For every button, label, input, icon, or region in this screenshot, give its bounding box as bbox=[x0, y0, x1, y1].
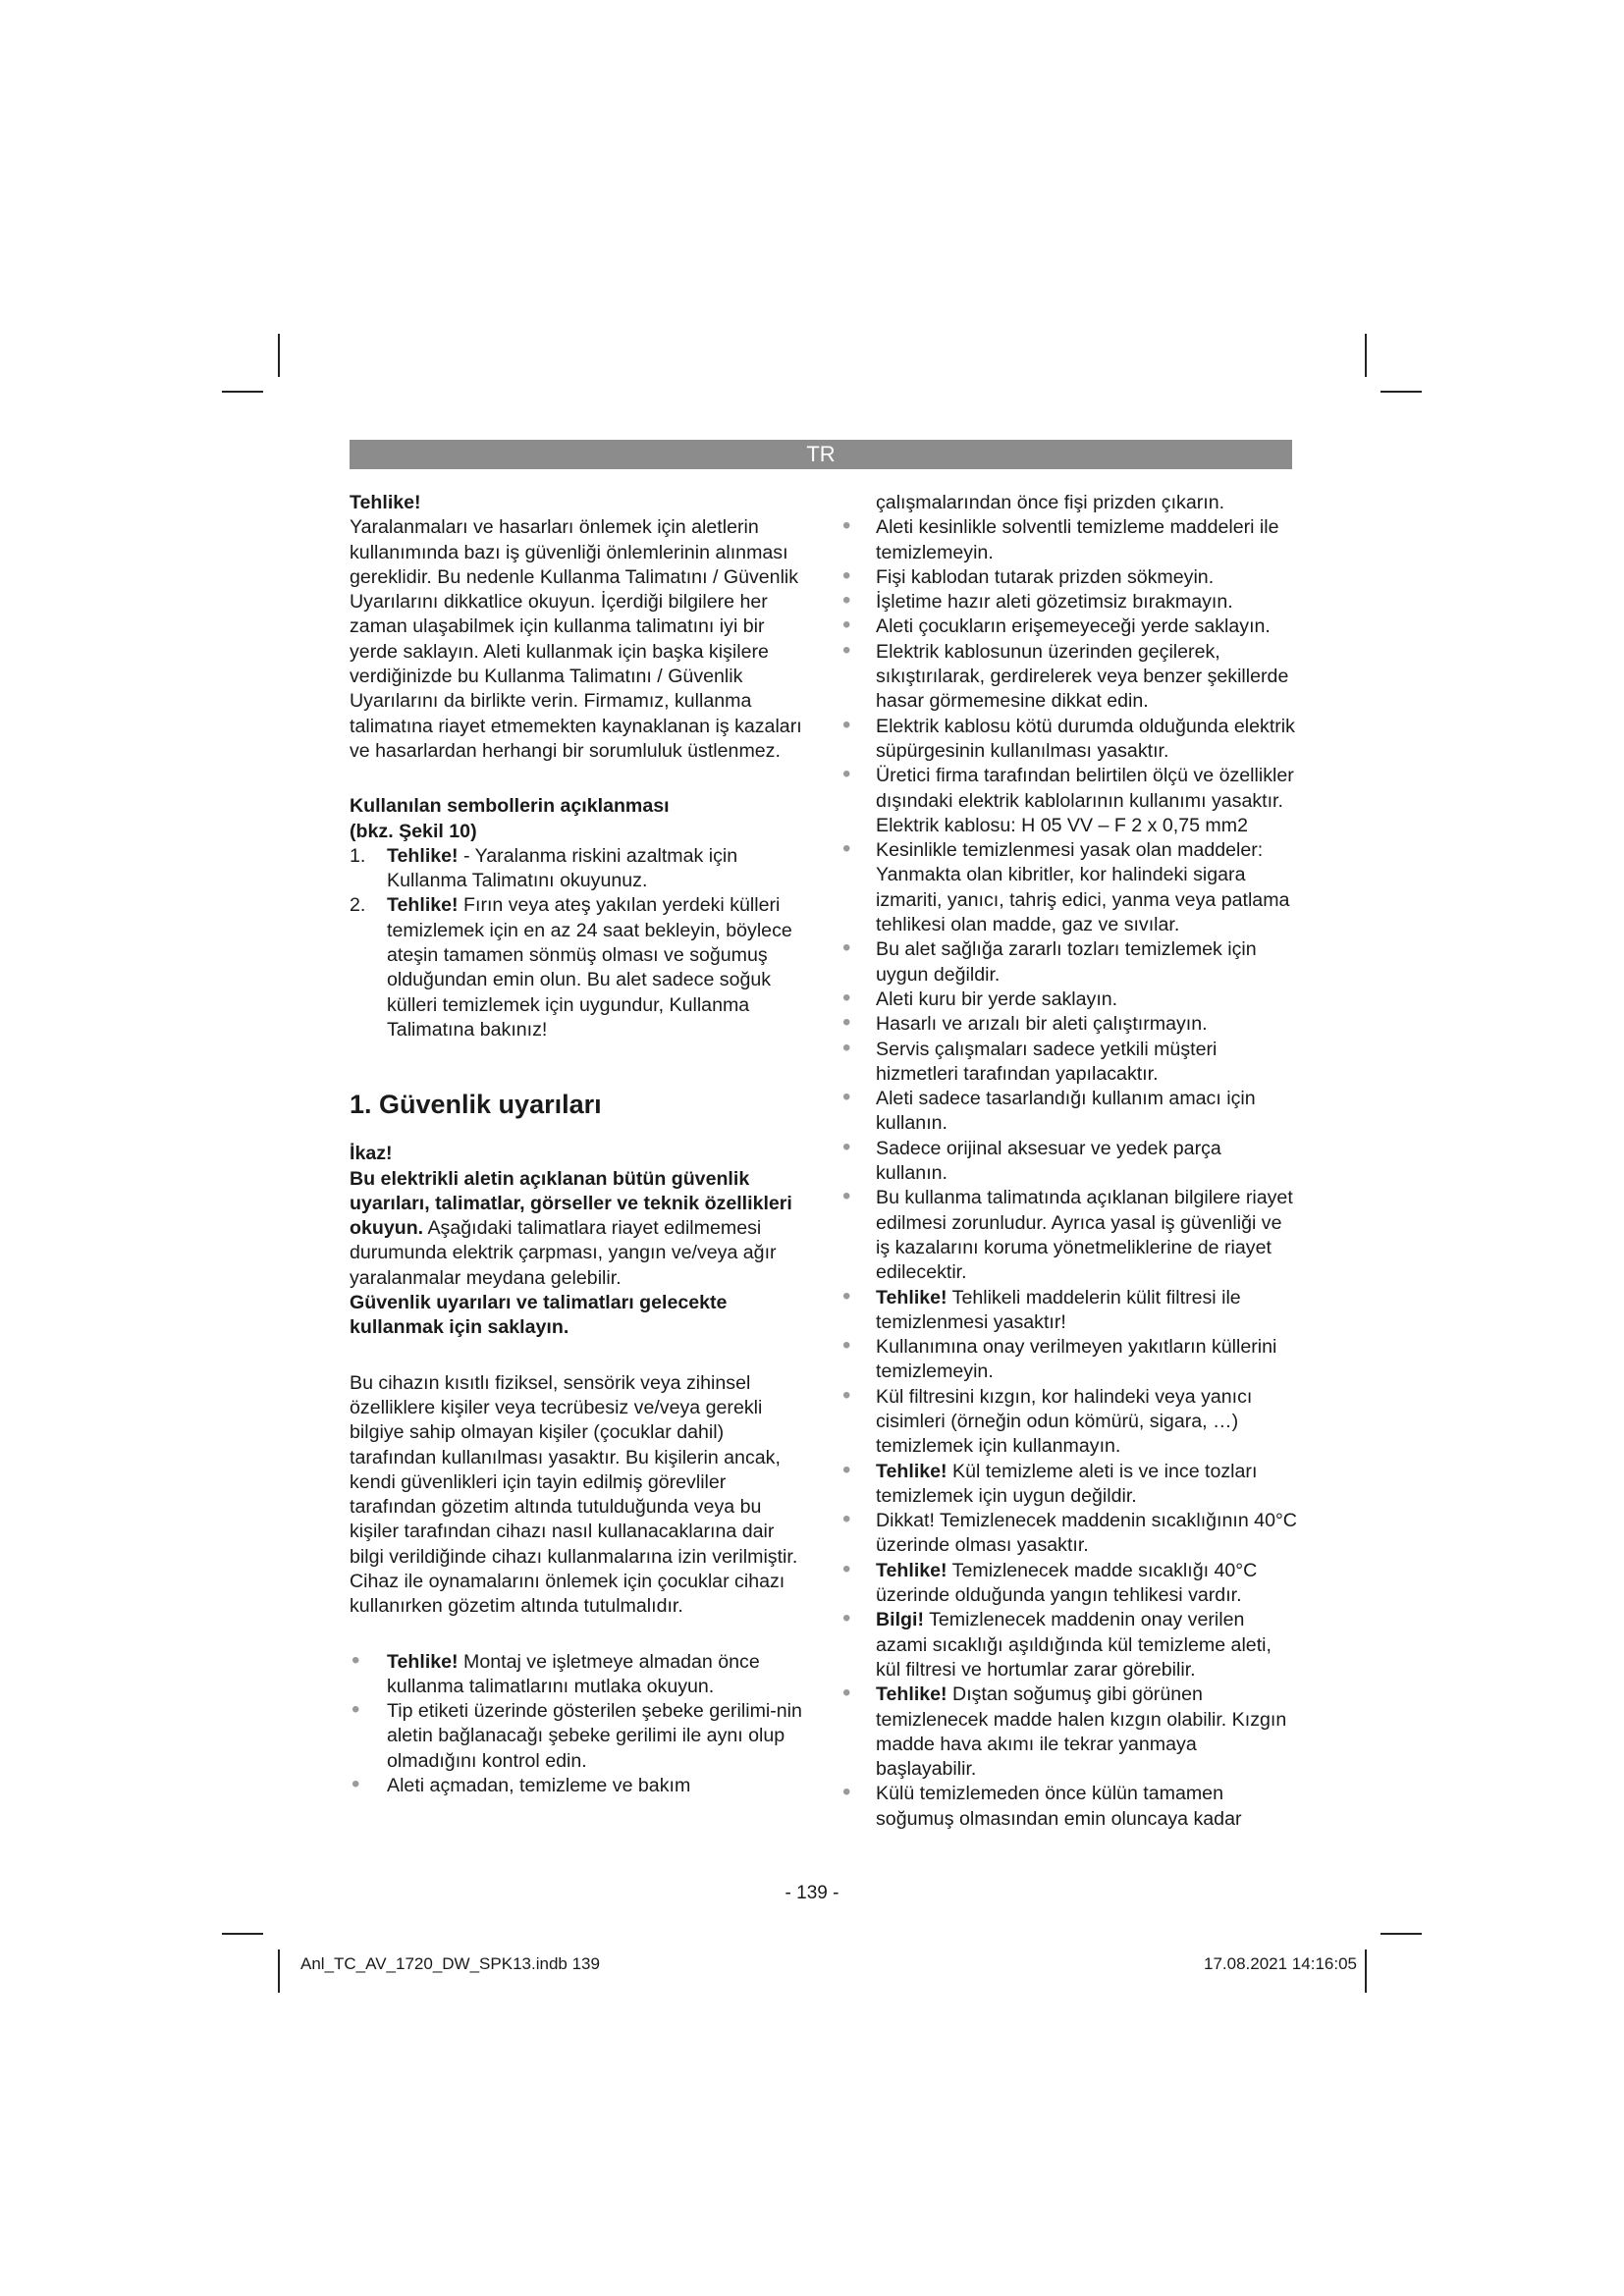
list-item bbox=[840, 1782, 1298, 1832]
continuation-text: çalışmalarından önce fişi prizden çıkarın. bbox=[876, 492, 1225, 513]
list-item bbox=[840, 1038, 1298, 1088]
list-item-text: Aleti çocukların erişemeyeceği yerde saklayın. bbox=[876, 615, 1271, 638]
symbols-list bbox=[350, 844, 803, 1042]
list-item-bold: Tehlike! bbox=[876, 1683, 947, 1706]
list-item bbox=[840, 1137, 1298, 1187]
children-paragraph: Bu cihazın kısıtlı fiziksel, sensörik veya zihinsel özelliklere kişiler veya tecrübesiz ve/veya gerekli bilgiye sahip olmayan kişiler (çocuklar dahil) tarafından kullanılması yasaktır. Bu kişilerin ancak, kendi güvenlikleri için tayin edilmiş görevliler tarafından gözetim altında tutulduğunda veya bu kişiler tarafından cihazı nasıl kullanacaklarına dair bilgi verildiğinde cihazı kullanmalarına izin verilmiştir. Cihaz ile oynamalarını önlemek için çocuklar cihazı kullanırken gözetim altında tutulmalıdır. bbox=[350, 1371, 798, 1618]
list-item-text: Külü temizlemeden önce külün tamamen soğumuş olmasından emin oluncaya kadar bbox=[876, 1783, 1242, 1830]
page-number: - 139 - bbox=[785, 1883, 839, 1903]
list-item bbox=[350, 1699, 803, 1774]
list-item-bold: Tehlike! bbox=[876, 1286, 947, 1308]
symbol-number: 2. bbox=[350, 894, 366, 917]
list-item bbox=[840, 515, 1298, 565]
warning-text: Yaralanmaları ve hasarları önlemek için aletlerin kullanımında bazı iş güvenliği önlemlerinin alınması gereklidir. Bu nedenle Kullanma Talimatını / Güvenlik Uyarılarını dikkatlice okuyun. İçerdiği bilgilere her zaman ulaşabilmek için kullanma talimatını iyi bir yerde saklayın. Aleti kullanmak için başka kişilere verdiğinizde bu Kullanma Talimatını / Güvenlik Uyarılarını da birlikte verin. Firmamız, kullanma talimatına riayet etmemekten kaynaklanan iş kazaları ve hasarlardan herhangi bir sorumluluk üstlenmez. bbox=[350, 516, 802, 762]
symbol-bold: Tehlike! bbox=[387, 894, 459, 917]
crop-mark bbox=[222, 1933, 263, 1935]
crop-mark bbox=[1380, 1933, 1422, 1935]
list-item-text: Elektrik kablosu kötü durumda olduğunda elektrik süpürgesinin kullanılması yasaktır. bbox=[876, 715, 1295, 762]
list-item-text: Aleti kesinlikle solventli temizleme maddeleri ile temizlemeyin. bbox=[876, 516, 1279, 563]
list-item-text: Aleti açmadan, temizleme ve bakım bbox=[387, 1775, 691, 1797]
list-item bbox=[840, 1087, 1298, 1137]
list-item-text: Tehlikeli maddelerin külit filtresi ile temizlenmesi yasaktır! bbox=[876, 1286, 1241, 1333]
list-item bbox=[840, 1186, 1298, 1285]
list-item-bold: Tehlike! bbox=[876, 1559, 947, 1581]
crop-mark bbox=[278, 334, 280, 377]
list-item bbox=[840, 640, 1298, 715]
language-code: TR bbox=[806, 442, 836, 466]
list-item bbox=[840, 1509, 1298, 1559]
list-item bbox=[840, 1559, 1298, 1609]
print-datetime: 17.08.2021 14:16:05 bbox=[1204, 1954, 1357, 1973]
list-item bbox=[840, 1460, 1298, 1510]
symbol-item bbox=[350, 844, 803, 894]
left-bullet-list bbox=[350, 1650, 803, 1799]
list-item-text: Dıştan soğumuş gibi görünen temizlenecek madde halen kızgın olabilir. Kızgın madde hava akımı ile tekrar yanmaya başlayabilir. bbox=[876, 1683, 1287, 1781]
list-item bbox=[840, 1385, 1298, 1460]
list-item bbox=[840, 590, 1298, 614]
list-item-text: Dikkat! Temizlenecek maddenin sıcaklığının 40°C üzerinde olması yasaktır. bbox=[876, 1510, 1297, 1557]
list-item bbox=[840, 1286, 1298, 1336]
crop-mark bbox=[1365, 1949, 1367, 1993]
list-item bbox=[840, 1012, 1298, 1037]
list-item-text: Fişi kablodan tutarak prizden sökmeyin. bbox=[876, 565, 1215, 588]
list-item bbox=[840, 565, 1298, 590]
list-item-bold: Bilgi! bbox=[876, 1609, 924, 1631]
list-item-text: Sadece orijinal aksesuar ve yedek parça kullanın. bbox=[876, 1137, 1221, 1185]
list-item-text: Temizlenecek madde sıcaklığı 40°C üzerinde olduğunda yangın tehlikesi vardır. bbox=[876, 1559, 1258, 1607]
crop-mark bbox=[278, 1949, 280, 1993]
list-item-text: Kül temizleme aleti is ve ince tozları temizlemek için uygun değildir. bbox=[876, 1460, 1258, 1507]
ikaz-text: Aşağıdaki talimatlara riayet edilmemesi durumunda elektrik çarpması, yangın ve/veya ağır yaralanmalar meydana gelebilir. bbox=[350, 1217, 777, 1289]
list-item-text: Kullanımına onay verilmeyen yakıtların küllerini temizlemeyin. bbox=[876, 1336, 1277, 1383]
list-item bbox=[840, 1335, 1298, 1385]
crop-mark bbox=[222, 391, 263, 393]
list-item-text: Bu kullanma talimatında açıklanan bilgilere riayet edilmesi zorunludur. Ayrıca yasal iş güvenliği ve iş kazalarını koruma yönetmeliklerine de riayet edilecektir. bbox=[876, 1187, 1293, 1284]
ikaz-keep: Güvenlik uyarıları ve talimatları gelecekte kullanmak için saklayın. bbox=[350, 1292, 728, 1339]
warning-title: Tehlike! bbox=[350, 492, 421, 513]
list-item-text: Montaj ve işletmeye almadan önce kullanma talimatlarını mutlaka okuyun. bbox=[387, 1650, 760, 1697]
list-item-text: Tip etiketi üzerinde gösterilen şebeke gerilimi-nin aletin bağlanacağı şebeke gerilimi ile aynı olup olmadığını kontrol edin. bbox=[387, 1700, 802, 1772]
list-item-bold: Tehlike! bbox=[387, 1650, 459, 1673]
ikaz-paragraph bbox=[350, 1167, 803, 1291]
right-bullet-list bbox=[840, 515, 1298, 1832]
crop-mark bbox=[1365, 334, 1367, 377]
symbol-number: 1. bbox=[350, 844, 366, 867]
list-item bbox=[840, 937, 1298, 988]
list-item-text: Kül filtresini kızgın, kor halindeki veya yanıcı cisimleri (örneğin odun kömürü, sigara, …) temizlemek için kullanmayın. bbox=[876, 1385, 1253, 1458]
list-item-text: Aleti kuru bir yerde saklayın. bbox=[876, 988, 1118, 1010]
symbol-text: Fırın veya ateş yakılan yerdeki külleri temizlemek için en az 24 saat bekleyin, böylece ateşin tamamen sönmüş olması ve soğumuş olduğundan emin olun. Bu alet sadece soğuk külleri temizlemek için uygundur, Kullanma Talimatına bakınız! bbox=[387, 894, 792, 1041]
list-item-text: Hasarlı ve arızalı bir aleti çalıştırmayın. bbox=[876, 1013, 1208, 1036]
section-title: 1. Güvenlik uyarıları bbox=[350, 1090, 602, 1120]
list-item-text: Üretici firma tarafından belirtilen ölçü ve özellikler dışındaki elektrik kablolarının kullanımı yasaktır. Elektrik kablosu: H 05 VV – F 2 x 0,75 mm2 bbox=[876, 765, 1294, 836]
list-item-text: Bu alet sağlığa zararlı tozları temizlemek için uygun değildir. bbox=[876, 938, 1257, 986]
list-item bbox=[350, 1774, 803, 1798]
list-item bbox=[840, 614, 1298, 639]
symbols-title: Kullanılan sembollerin açıklanması bbox=[350, 795, 670, 818]
list-item-text: Temizlenecek maddenin onay verilen azami sıcaklığı aşıldığında kül temizleme aleti, kül filtresi ve hortumlar zarar görebilir. bbox=[876, 1609, 1272, 1681]
ikaz-title: İkaz! bbox=[350, 1143, 393, 1165]
list-item bbox=[840, 1682, 1298, 1782]
list-item-bold: Tehlike! bbox=[876, 1460, 947, 1482]
list-item-text: Kesinlikle temizlenmesi yasak olan maddeler: Yanmakta olan kibritler, kor halindeki sigara izmariti, yanıcı, tahriş edici, yanma veya patlama tehlikesi olan madde, gaz ve sıvılar. bbox=[876, 839, 1290, 936]
language-header-bar bbox=[350, 440, 1292, 469]
list-item bbox=[840, 1608, 1298, 1682]
file-info: Anl_TC_AV_1720_DW_SPK13.indb 139 bbox=[300, 1954, 600, 1973]
symbol-item bbox=[350, 893, 803, 1042]
list-item-text: Aleti sadece tasarlandığı kullanım amacı için kullanın. bbox=[876, 1088, 1256, 1135]
symbols-title-ref: (bkz. Şekil 10) bbox=[350, 820, 477, 842]
list-item bbox=[840, 838, 1298, 937]
right-column bbox=[840, 491, 1298, 1832]
list-item bbox=[840, 715, 1298, 765]
list-item bbox=[840, 764, 1298, 838]
crop-mark bbox=[1380, 391, 1422, 393]
list-item-text: Servis çalışmaları sadece yetkili müşteri hizmetleri tarafından yapılacaktır. bbox=[876, 1038, 1218, 1085]
list-item bbox=[840, 988, 1298, 1012]
ikaz-bold: Bu elektrikli aletin açıklanan bütün güvenlik uyarıları, talimatlar, görseller ve teknik özellikleri okuyun. bbox=[350, 1167, 792, 1240]
list-item-text: İşletime hazır aleti gözetimsiz bırakmayın. bbox=[876, 591, 1233, 614]
symbol-bold: Tehlike! bbox=[387, 844, 459, 867]
left-column bbox=[350, 491, 803, 1798]
symbol-text: - Yaralanma riskini azaltmak için Kullanma Talimatını okuyunuz. bbox=[387, 844, 738, 892]
list-item-text: Elektrik kablosunun üzerinden geçilerek, sıkıştırılarak, gerdirelerek veya benzer şekillerde hasar görmemesine dikkat edin. bbox=[876, 640, 1289, 713]
list-item bbox=[350, 1650, 803, 1700]
